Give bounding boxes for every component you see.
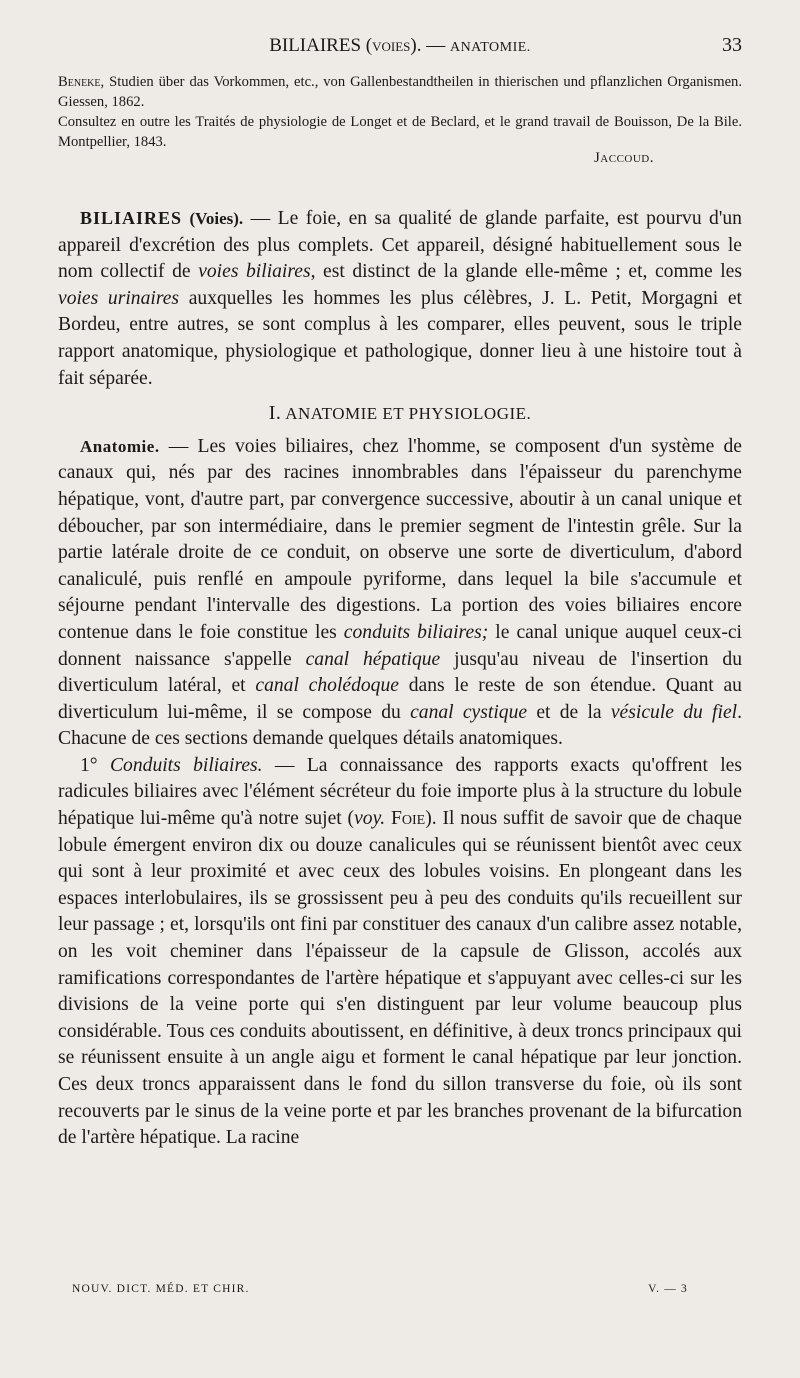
- reference-1: [58, 72, 742, 112]
- text-run: . Chacune de ces sections demande quelques détails anatomiques.: [58, 701, 742, 750]
- italic-term: canal hépatique: [305, 648, 441, 670]
- running-head: [58, 34, 742, 62]
- footer-publication: NOUV. DICT. MÉD. ET CHIR.: [72, 1283, 250, 1295]
- italic-heading: Conduits biliaires.: [109, 754, 263, 776]
- anatomie-paragraph: [58, 434, 742, 753]
- cross-reference: Foie: [390, 808, 426, 830]
- entry-intro: [58, 205, 742, 392]
- text-run: — Les voies biliaires, chez l'homme, se composent d'un système de canaux qui, nés par des racines innombrables dans l'épaisseur du parenchyme hépatique, vont, d'autre part, par convergence successive, aboutir à un canal unique et déboucher, par son intermédiaire, dans le premier segment de l'intestin grêle. Sur la partie latérale droite de ce conduit, on observe une sorte de diverticulum, d'abord canaliculé, puis renflé en ampoule pyriforme, dans lequel la bile s'accumule et séjourne pendant l'intervalle des digestions. La portion des voies biliaires encore contenue dans le foie constitue les: [58, 435, 742, 643]
- text-run: — Le foie, en sa qualité de glande parfaite, est pourvu d'un appareil d'excrétion des plus complets. Cet appareil, désigné habituellement sous le nom collectif de: [58, 208, 742, 283]
- italic-term: conduits biliaires;: [343, 621, 489, 643]
- text-run: ). Il nous suffit de savoir que de chaque lobule émergent environ dix ou douze canalicules qui se réunissent bientôt avec ceux qui sont à leur proximité et avec ceux des lobules voisins. En plongeant dans les espaces interlobulaires, ils se grossissent peu à peu des conduits qu'ils recueillent sur leur passage ; et, lorsqu'ils ont fini par constituer des canaux d'un calibre assez notable, on les voit cheminer dans l'épaisseur de la capsule de Glisson, accolés aux ramifications correspondantes de l'artère hépatique et s'appuyant avec celles-ci sur les divisions de la veine porte qui s'en distinguent par leur volume beaucoup plus considérable. Tous ces conduits aboutissent, en définitive, à deux troncs principaux qui se réunissent ensuite à un angle aigu et forment le canal hépatique par leur jonction. Ces deux troncs apparaissent dans le fond du sillon transverse du foie, où ils sont recouverts par le sinus de la veine porte et par les branches provenant de la bifurcation de l'artère hépatique. La racine: [58, 808, 742, 1149]
- running-title-paren: (voies).: [365, 35, 422, 56]
- section-title: ANATOMIE ET PHYSIOLOGIE.: [285, 404, 532, 424]
- text-run: auxquelles les hommes les plus célèbres, J. L. Petit, Morgagni et Bordeu, entre autres, se sont complus à les comparer, elles peuvent, sous le triple rapport anatomique, physiologique et pathologique, donner lieu à une histoire tout à fait séparée.: [58, 287, 742, 389]
- entry-headword: BILIAIRES: [80, 208, 183, 228]
- article-signature: Jaccoud.: [593, 150, 654, 166]
- bibliography: [58, 72, 742, 152]
- page-number: 33: [722, 34, 742, 56]
- page-footer: [72, 1283, 688, 1295]
- article-body: [58, 205, 742, 1152]
- text-run: jusqu'au niveau de l'insertion du diverticulum latéral, et: [58, 648, 743, 697]
- italic-term: voies biliaires: [198, 261, 311, 283]
- running-title: [58, 35, 722, 57]
- section-heading: [58, 400, 742, 428]
- entry-subword: (Voies).: [189, 209, 244, 228]
- running-title-section: ANATOMIE.: [449, 40, 531, 55]
- conduits-paragraph: [58, 753, 742, 1152]
- reference-2: Consultez en outre les Traités de physiologie de Longet et de Beclard, et le grand travail de Bouisson, De la Bile. Montpellier, 1843.: [58, 114, 742, 150]
- text-run: , est distinct de la glande elle-même ; et, comme les: [310, 261, 742, 283]
- text-run: dans le reste de son étendue. Quant au diverticulum lui-même, il se compose du: [58, 675, 742, 723]
- running-title-main: BILIAIRES: [269, 35, 362, 56]
- italic-term: voies urinaires: [58, 287, 180, 309]
- subsection-head: Anatomie.: [80, 436, 160, 456]
- footer-signature: V. — 3: [648, 1283, 688, 1295]
- italic-term: canal cystique: [410, 701, 528, 723]
- italic-term: canal cholédoque: [255, 675, 399, 697]
- reference-author: Beneke: [58, 74, 101, 90]
- reference-text: , Studien über das Vorkommen, etc., von Gallenbestandtheilen in thierischen und pflanzlichen Organismen. Giessen, 1862.: [58, 74, 742, 110]
- section-number: I.: [268, 402, 282, 425]
- text-run: le canal unique auquel ceux-ci donnent naissance s'appelle: [58, 621, 742, 670]
- italic-term: vésicule du fiel: [610, 701, 738, 723]
- item-number: 1°: [80, 754, 98, 776]
- text-run: — La connaissance des rapports exacts qu'offrent les radicules biliaires avec l'élément sécréteur du foie importe plus à la structure du lobule hépatique lui-même qu'à notre sujet (: [58, 754, 743, 830]
- text-run: et de la: [527, 701, 611, 723]
- italic-term: voy.: [354, 808, 386, 830]
- running-title-dash: —: [426, 35, 446, 56]
